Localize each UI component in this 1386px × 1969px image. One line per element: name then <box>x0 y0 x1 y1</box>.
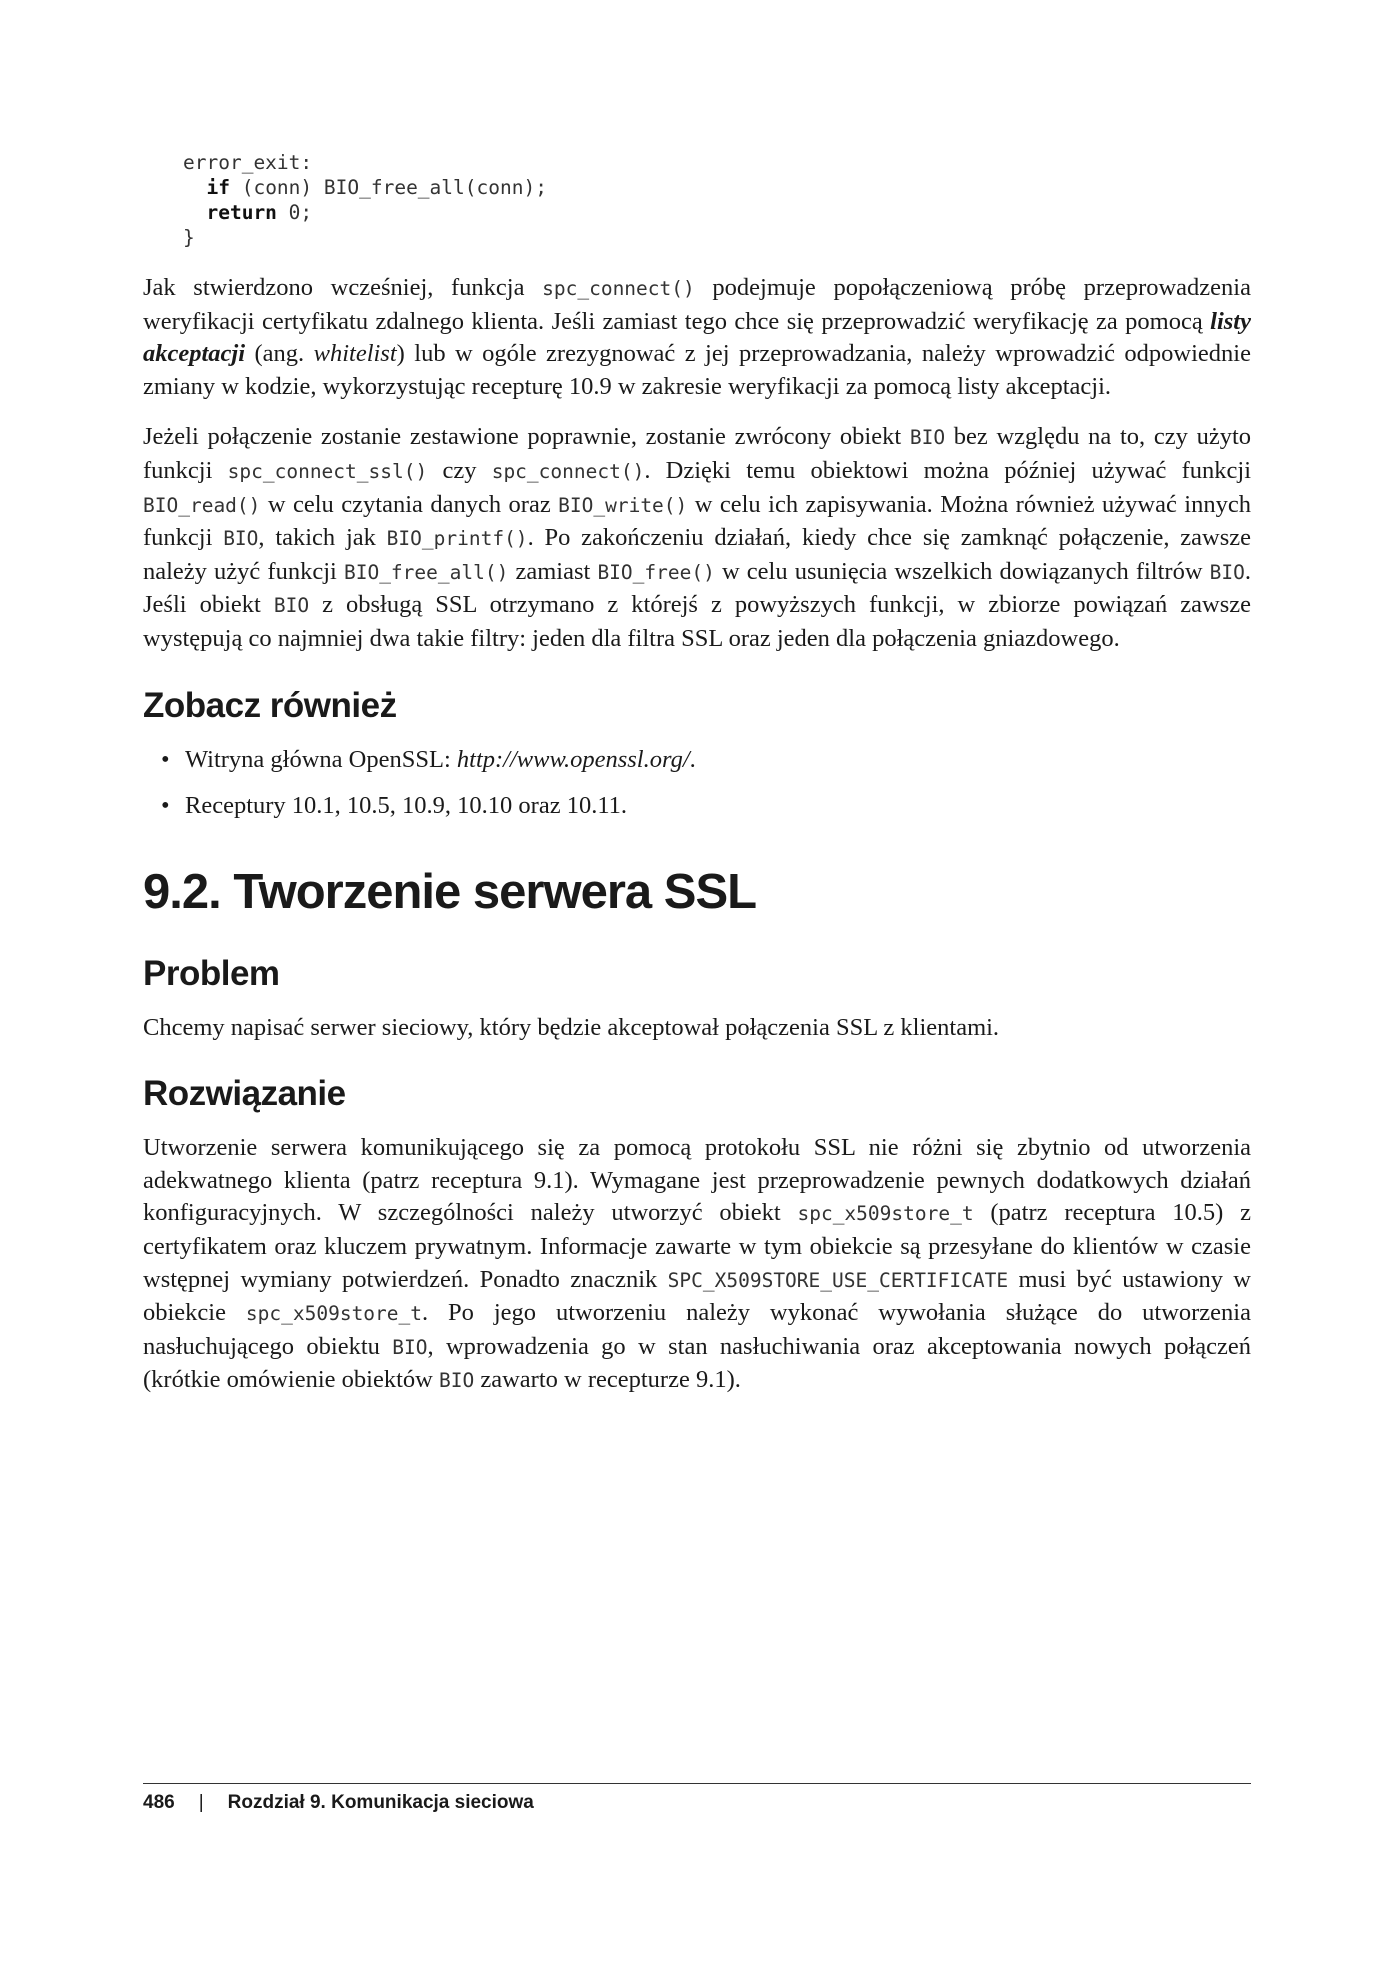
code-block <box>183 150 1251 250</box>
list-item <box>143 790 1251 822</box>
bullet-icon: • <box>161 791 170 819</box>
inline-code: BIO_read() <box>143 493 261 517</box>
code-line: error_exit: <box>183 151 313 174</box>
chapter-title: Rozdział 9. Komunikacja sieciowa <box>227 1792 534 1813</box>
inline-code: spc_connect() <box>491 459 645 483</box>
openssl-link[interactable]: http://www.openssl.org/ <box>456 745 690 773</box>
text: czy <box>427 456 492 484</box>
text: bez względu na to, czy użyto funkcji <box>143 423 1251 484</box>
text: , takich jak <box>258 524 387 552</box>
page-content <box>143 150 1251 1416</box>
bullet-icon: • <box>161 745 170 773</box>
inline-code: BIO <box>909 426 946 450</box>
inline-code: BIO <box>1209 560 1245 584</box>
text: Jeżeli połączenie zostanie zestawione poprawnie, zostanie zwrócony obiekt <box>143 423 910 451</box>
code-line: (conn) BIO_free_all(conn); <box>229 176 547 199</box>
code-keyword: if <box>206 176 230 199</box>
text: . Po jego utworzeniu należy wykonać wywołania służące do utworzenia nasłuchującego obiektu <box>143 1299 1251 1360</box>
text: z obsługą SSL otrzymano z którejś z powyższych funkcji, w zbiorze powiązań zawsze występują co najmniej dwa takie filtry: jeden dla filtra SSL oraz jeden dla połączenia gniazdowego. <box>143 591 1251 652</box>
text: Jak stwierdzono wcześniej, funkcja <box>143 274 543 301</box>
inline-code: BIO_write() <box>558 493 688 517</box>
section-title: 9.2. Tworzenie serwera SSL <box>143 864 757 919</box>
inline-code: SPC_X509STORE_USE_CERTIFICATE <box>667 1268 1009 1292</box>
text: . Jeśli obiekt <box>143 557 1252 619</box>
inline-code: spc_connect() <box>542 277 695 300</box>
heading-see-also: Zobacz również <box>143 685 397 725</box>
inline-code: BIO <box>392 1335 428 1359</box>
inline-code: BIO_printf() <box>386 527 528 551</box>
paragraph-problem: Chcemy napisać serwer sieciowy, który będzie akceptował połączenia SSL z klientami. <box>143 1013 1000 1041</box>
code-keyword: return <box>206 201 277 224</box>
heading-problem: Problem <box>143 953 280 993</box>
text: (patrz receptura 10.5) z certyfikatem oraz kluczem prywatnym. Informacje zawarte w tym obiekcie są przesyłane do klientów w czasie wstępnej wymiany potwierdzeń. Ponadto znacznik <box>143 1199 1252 1293</box>
page-number: 486 <box>143 1792 175 1813</box>
text: (ang. <box>245 340 314 368</box>
inline-code: BIO <box>273 594 310 618</box>
inline-code: spc_x509store_t <box>797 1202 974 1226</box>
text: w celu usunięcia wszelkich dowiązanych filtrów <box>714 557 1210 585</box>
heading-solution: Rozwiązanie <box>143 1074 346 1114</box>
code-line: } <box>183 226 195 249</box>
text: . <box>689 745 696 773</box>
text: Utworzenie serwera komunikującego się za pomocą protokołu SSL nie różni się zbytnio od utworzenia adekwatnego klienta (patrz receptura 9.1). Wymagane jest przeprowadzenie pewnych dodatkowych działań konfiguracyjnych. W szczególności należy utworzyć obiekt <box>143 1134 1251 1227</box>
footer-separator: | <box>198 1792 204 1813</box>
text: . Dzięki temu obiektowi można później używać funkcji <box>644 456 1251 484</box>
inline-code: BIO <box>438 1369 475 1393</box>
text: Witryna główna OpenSSL: <box>185 745 457 773</box>
text: w celu czytania danych oraz <box>260 490 559 518</box>
page-footer <box>143 1792 534 1814</box>
inline-code: spc_x509store_t <box>245 1302 423 1326</box>
code-line: 0; <box>276 201 313 224</box>
italic-term: whitelist <box>313 340 397 368</box>
paragraph-bio-object <box>143 421 1251 655</box>
text: Receptury 10.1, 10.5, 10.9, 10.10 oraz 10.11. <box>185 791 628 819</box>
emphasis-term: listy akceptacji <box>143 307 1251 368</box>
text: w celu ich zapisywania. Można również używać innych funkcji <box>143 490 1251 552</box>
text: podejmuje popołączeniową próbę przeprowadzenia weryfikacji certyfikatu zdalnego klienta. Jeśli zamiast tego chce się przeprowadzić weryfikację za pomocą <box>143 274 1251 335</box>
inline-code: BIO_free() <box>597 560 715 584</box>
text: zawarto w recepturze 9.1). <box>474 1366 741 1394</box>
list-item <box>143 744 1251 776</box>
text: ) lub w ogóle zrezygnować z jej przeprowadzania, należy wprowadzić odpowiednie zmiany w kodzie, wykorzystując recepturę 10.9 w zakresie weryfikacji za pomocą listy akceptacji. <box>143 340 1251 400</box>
footer-divider <box>143 1783 1251 1784</box>
see-also-list <box>143 744 1251 822</box>
inline-code: BIO <box>223 527 259 551</box>
text: zamiast <box>508 557 598 585</box>
text: musi być ustawiony w obiekcie <box>143 1265 1251 1327</box>
paragraph-verification <box>143 272 1251 403</box>
inline-code: BIO_free_all() <box>343 560 509 584</box>
text: , wprowadzenia go w stan nasłuchiwania oraz akceptowania nowych połączeń (krótkie omówienie obiektów <box>143 1332 1251 1394</box>
inline-code: spc_connect_ssl() <box>227 459 428 483</box>
text: . Po zakończeniu działań, kiedy chce się zamknąć połączenie, zawsze należy użyć funkcji <box>143 524 1251 585</box>
paragraph-solution <box>143 1132 1251 1398</box>
